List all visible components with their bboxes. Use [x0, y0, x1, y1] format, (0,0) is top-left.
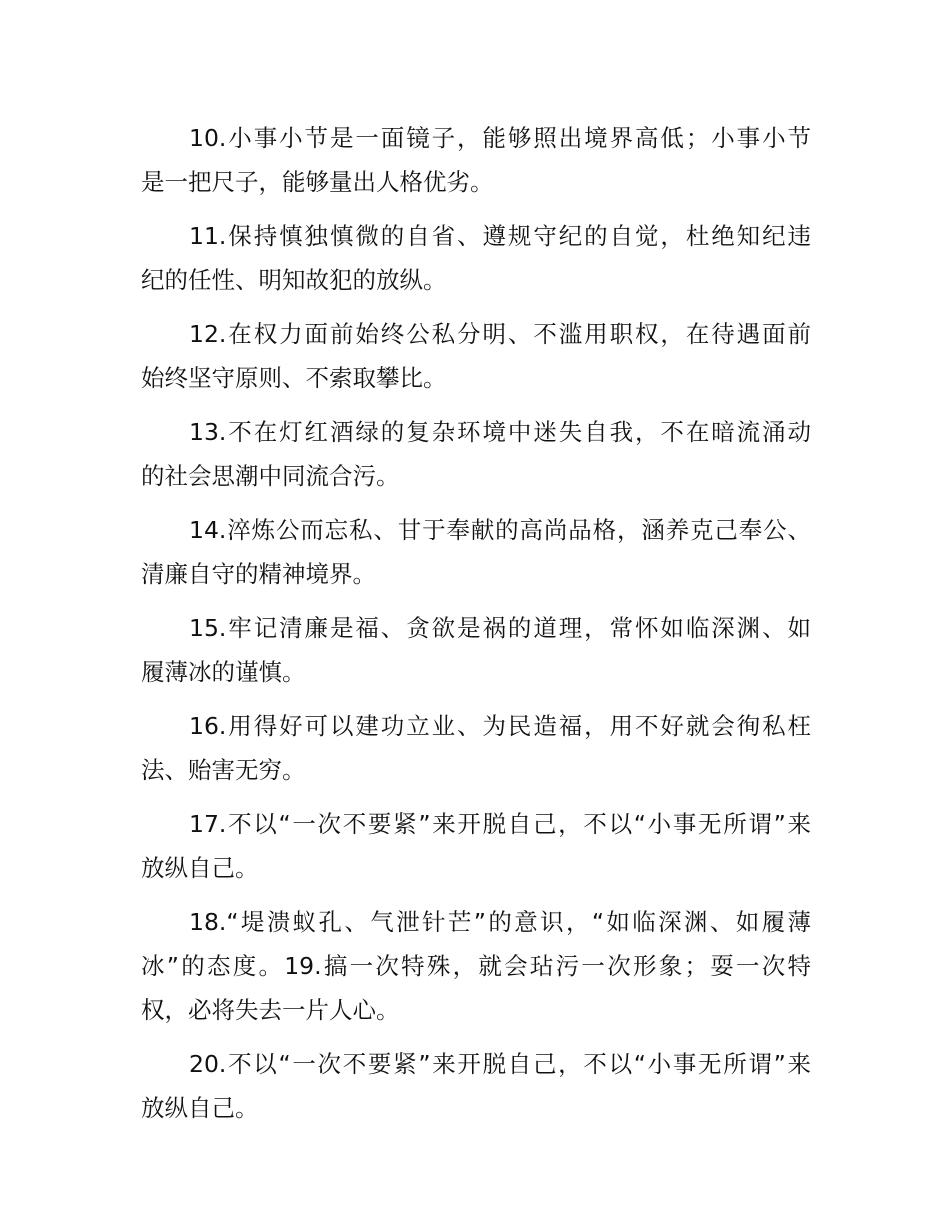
text-line: 11.保持慎独慎微的自省、遵规守纪的自觉，杜绝知纪违	[189, 222, 811, 250]
text-line: 14.淬炼公而忘私、甘于奉献的高尚品格，涵养克己奉公、	[189, 516, 811, 544]
paragraph	[141, 116, 811, 204]
text-line: 清廉自守的精神境界。	[141, 560, 376, 588]
text-line: 13.不在灯红酒绿的复杂环境中迷失自我，不在暗流涌动	[189, 418, 811, 446]
text-line: 的社会思潮中同流合污。	[141, 462, 400, 490]
text-line: 16.用得好可以建功立业、为民造福，用不好就会徇私枉	[189, 712, 811, 740]
document-body	[141, 116, 811, 1140]
text-line: 冰”的态度。19.搞一次特殊，就会玷污一次形象；耍一次特	[141, 952, 811, 980]
text-line: 放纵自己。	[141, 1094, 259, 1122]
paragraph	[141, 410, 811, 498]
paragraph	[141, 900, 811, 1032]
paragraph	[141, 1042, 811, 1130]
paragraph	[141, 704, 811, 792]
text-line: 20.不以“一次不要紧”来开脱自己，不以“小事无所谓”来	[189, 1050, 811, 1078]
paragraph	[141, 802, 811, 890]
paragraph	[141, 606, 811, 694]
text-line: 是一把尺子，能够量出人格优劣。	[141, 168, 494, 196]
paragraph	[141, 214, 811, 302]
text-line: 始终坚守原则、不索取攀比。	[141, 364, 447, 392]
text-line: 17.不以“一次不要紧”来开脱自己，不以“小事无所谓”来	[189, 810, 811, 838]
text-line: 10.小事小节是一面镜子，能够照出境界高低；小事小节	[189, 124, 811, 152]
paragraph	[141, 312, 811, 400]
text-line: 权，必将失去一片人心。	[141, 996, 400, 1024]
text-line: 放纵自己。	[141, 854, 259, 882]
paragraph	[141, 508, 811, 596]
text-line: 纪的任性、明知故犯的放纵。	[141, 266, 447, 294]
text-line: 15.牢记清廉是福、贪欲是祸的道理，常怀如临深渊、如	[189, 614, 811, 642]
text-line: 履薄冰的谨慎。	[141, 658, 306, 686]
text-line: 法、贻害无穷。	[141, 756, 306, 784]
text-line: 18.“堤溃蚁孔、气泄针芒”的意识，“如临深渊、如履薄	[189, 908, 811, 936]
text-line: 12.在权力面前始终公私分明、不滥用职权，在待遇面前	[189, 320, 811, 348]
